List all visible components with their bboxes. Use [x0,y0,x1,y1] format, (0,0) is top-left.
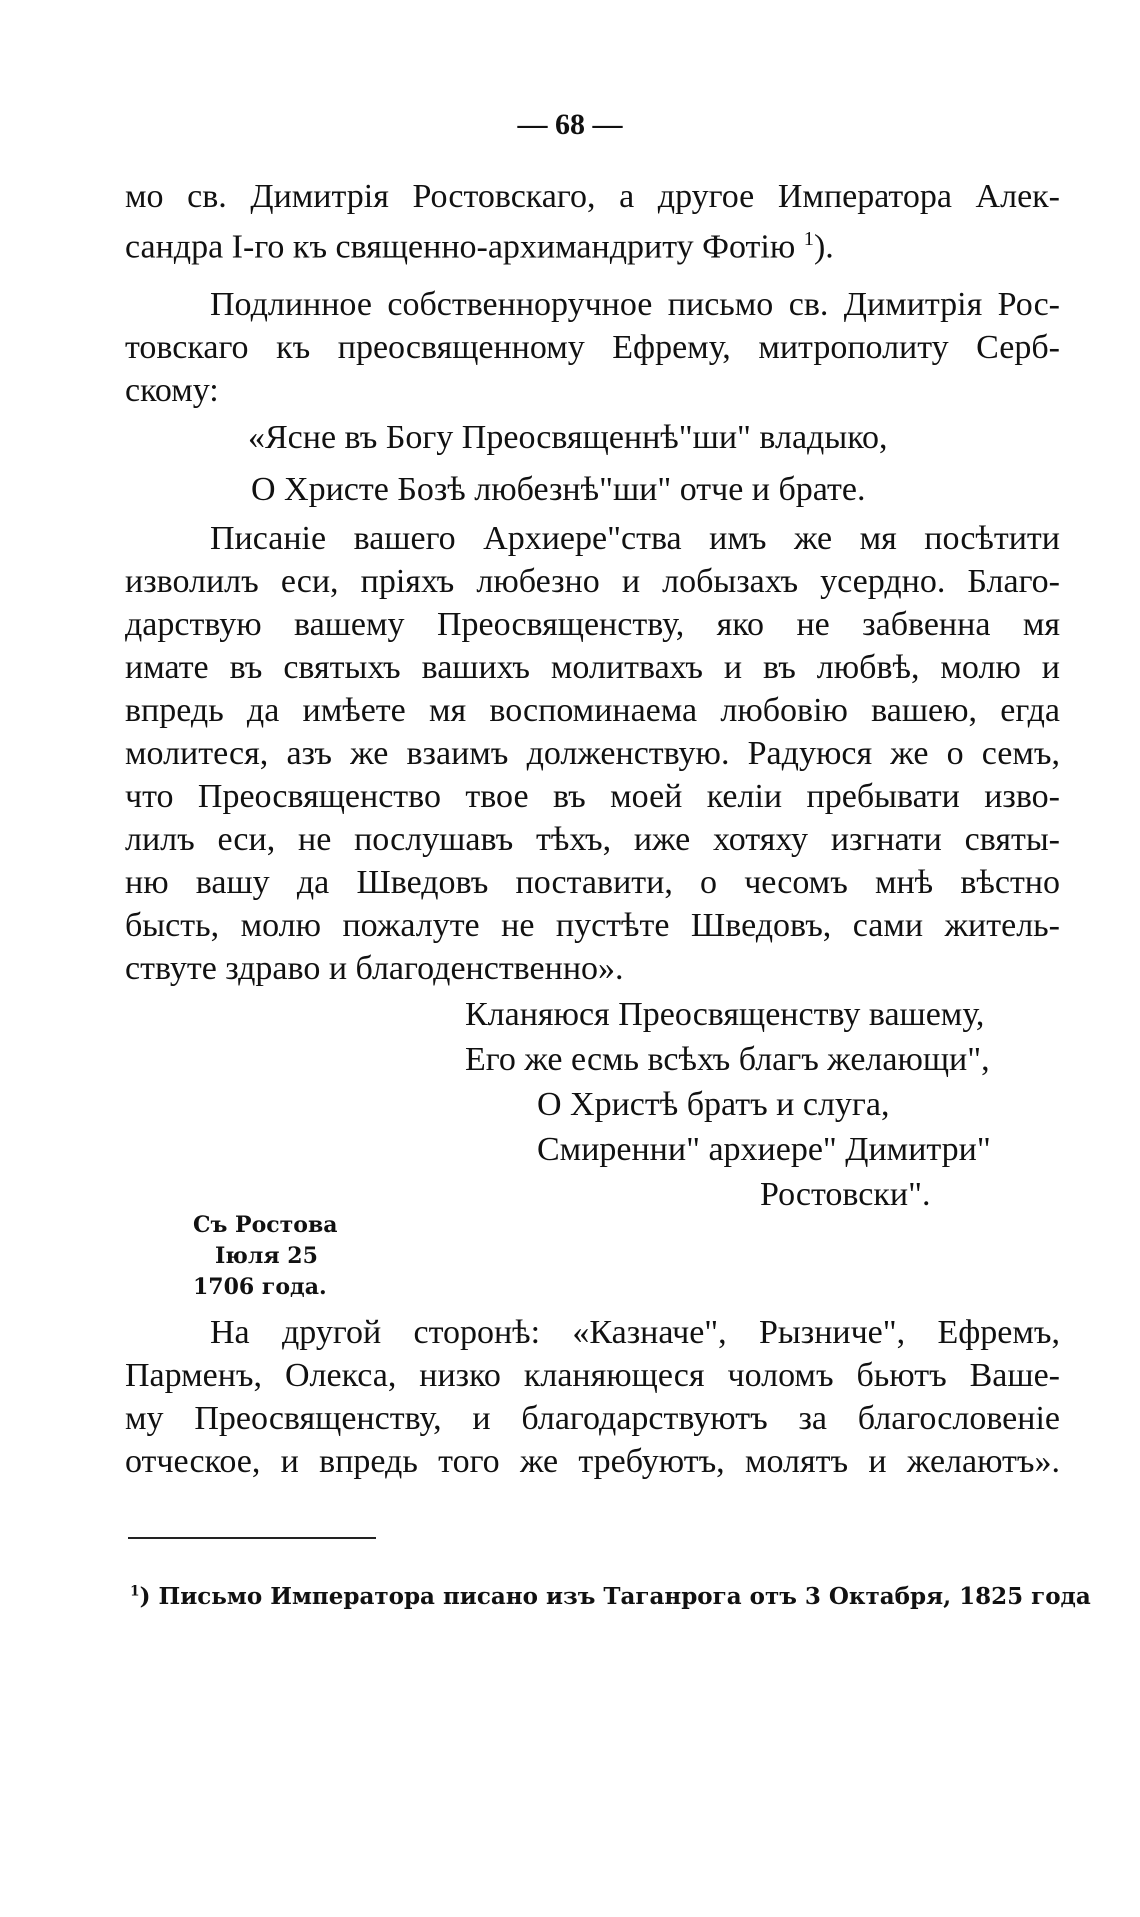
letter-body [125,517,1060,990]
letter-intro-line: товскаго къ преосвященному Ефрему, митрополиту Серб- [125,329,1060,366]
letter-address [248,412,888,516]
letter-intro-paragraph [125,283,1060,412]
address-line: «Ясне въ Богу Преосвященнѣ"ши" владыко, [248,419,888,456]
letter-body-line: Писаніе вашего Архиере"ства имъ же мя посѣтити [210,520,1060,557]
letter-intro-line: Подлинное собственноручное письмо св. Димитрія Рос- [210,286,1060,323]
reverse-side-line: отческое, и впредь того же требуютъ, молятъ и желаютъ». [125,1443,1060,1480]
letter-body-line: лилъ еси, не послушавъ тѣхъ, иже хотяху изгнати святы- [125,821,1060,858]
reverse-side-line: На другой сторонѣ: «Казначе", Рызниче", Ефремъ, [210,1314,1060,1351]
place-date [193,1210,338,1303]
year-line: 1706 года. [193,1274,327,1300]
footnote [130,1583,1091,1610]
letter-intro-line: скому: [125,372,219,409]
intro-line-2-text: сандра I-го къ священно-архимандриту Фотію [125,228,804,266]
letter-body-line: молитеся, азъ же взаимъ долженствую. Радуюся же о семъ, [125,735,1060,772]
intro-line-2 [125,218,1060,268]
place-line: Съ Ростова [193,1212,338,1238]
letter-body-line: бысть, молю пожалуте не пустѣте Шведовъ, сами житель- [125,907,1060,944]
footnote-mark: 1 [130,1583,140,1600]
footnote-divider [128,1537,376,1539]
footnote-text: ) Письмо Императора писано изъ Таганрога отъ 3 Октабря, 1825 года [139,1583,1091,1610]
closing-line: Его же есмь всѣхъ благъ желающи", [465,1041,990,1078]
intro-line-1: мо св. Димитрія Ростовскаго, а другое Императора Алек- [125,178,1060,215]
closing-signature-line: Смиренни" архиере" Димитри" [537,1131,991,1168]
letter-body-line: что Преосвященство твое въ моей келіи пребывати изво- [125,778,1060,815]
reverse-side-paragraph [125,1311,1060,1483]
reverse-side-line: Парменъ, Олекса, низко кланяющеся чоломъ бьютъ Ваше- [125,1357,1060,1394]
footnote-reference: 1 [803,228,814,250]
letter-body-line: впредь да имѣете мя воспоминаема любовію вашею, егда [125,692,1060,729]
date-line: Іюля 25 [215,1243,318,1269]
closing-signature-line: Ростовски". [760,1176,931,1213]
letter-body-line: дарствую вашему Преосвященству, яко не забвенна мя [125,606,1060,643]
letter-closing [465,992,991,1217]
letter-body-line: ню вашу да Шведовъ поставити, о чесомъ мнѣ вѣстно [125,864,1060,901]
reverse-side-line: му Преосвященству, и благодарствуютъ за благословеніе [125,1400,1060,1437]
closing-line: Кланяюся Преосвященству вашему, [465,996,985,1033]
address-line: О Христе Бозѣ любезнѣ"ши" отче и брате. [251,471,866,508]
intro-line-2-end: ). [813,228,834,266]
letter-body-line: ствуте здраво и благоденственно». [125,950,624,987]
letter-body-line: имате въ святыхъ вашихъ молитвахъ и въ любвѣ, молю и [125,649,1060,686]
letter-body-line: изволилъ еси, пріяхъ любезно и лобызахъ усердно. Благо- [125,563,1060,600]
intro-paragraph [125,175,1060,268]
page-number: — 68 — [517,108,623,141]
closing-line: О Христѣ братъ и слуга, [537,1086,890,1123]
